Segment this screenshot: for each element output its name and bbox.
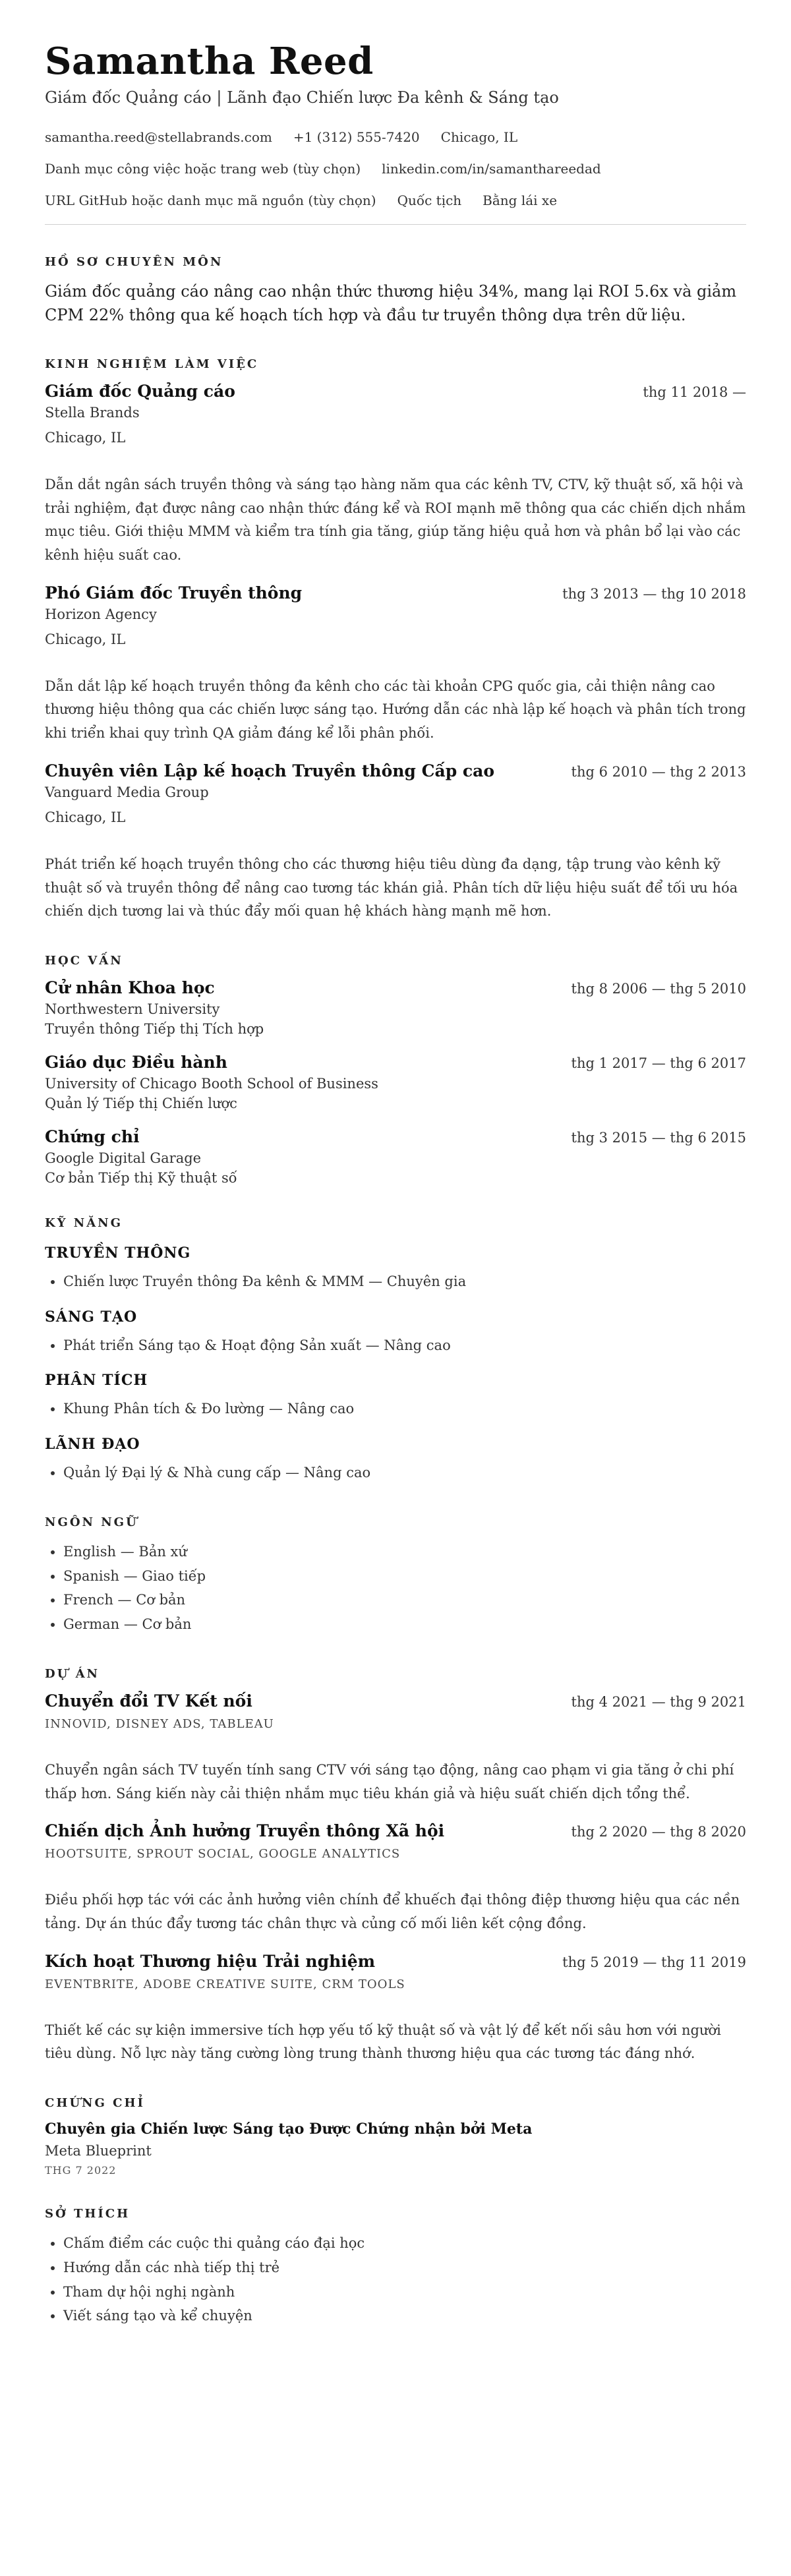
study-field: Cơ bản Tiếp thị Kỹ thuật số (45, 1169, 237, 1186)
interests-section (45, 2207, 746, 2328)
skill-list (45, 1333, 746, 1358)
job-location: Chicago, IL (45, 430, 126, 446)
linkedin-link[interactable]: linkedin.com/in/samanthareedad (382, 161, 601, 177)
experience-heading: KINH NGHIỆM LÀM VIỆC (45, 357, 259, 371)
project-dates: thg 2 2020 — thg 8 2020 (571, 1824, 746, 1840)
job-dates: thg 6 2010 — thg 2 2013 (571, 763, 746, 780)
portfolio-link[interactable]: Danh mục công việc hoặc trang web (tùy chọn) (45, 161, 361, 177)
project-entry (45, 1691, 746, 1805)
language-item: • French — Cơ bản (63, 1588, 746, 1612)
skill-list (45, 1461, 746, 1485)
contact-line-3 (45, 192, 746, 208)
language-item: • German — Cơ bản (63, 1612, 746, 1637)
job-title: Phó Giám đốc Truyền thông (45, 583, 303, 602)
job-location: Chicago, IL (45, 631, 126, 647)
job-dates: thg 3 2013 — thg 10 2018 (562, 585, 746, 602)
skill-item: • Khung Phân tích & Đo lường — Nâng cao (63, 1397, 746, 1421)
language-list (45, 1540, 746, 1637)
education-section (45, 954, 746, 1186)
language-item: • Spanish — Giao tiếp (63, 1564, 746, 1589)
license-text: Bằng lái xe (483, 192, 558, 208)
school-name: Northwestern University (45, 1001, 220, 1017)
job-dates: thg 11 2018 — (643, 384, 746, 400)
certification-issuer: Meta Blueprint (45, 2143, 152, 2159)
project-name: Chuyển đổi TV Kết nối (45, 1691, 252, 1711)
certification-date: THG 7 2022 (45, 2164, 117, 2177)
project-description: Điều phối hợp tác với các ảnh hưởng viên chính để khuếch đại thông điệp thương hiệu qua các nền tảng. Dự án thúc đẩy tương tác chân thực và củng cố mối liên kết cộng đồng. (45, 1892, 740, 1931)
interest-item: • Tham dự hội nghị ngành (63, 2280, 746, 2304)
school-name: Google Digital Garage (45, 1150, 202, 1166)
contact-line-1 (45, 129, 746, 145)
education-entry (45, 1053, 746, 1111)
company-name: Horizon Agency (45, 606, 157, 622)
project-name: Kích hoạt Thương hiệu Trải nghiệm (45, 1951, 376, 1971)
degree-title: Chứng chỉ (45, 1127, 140, 1146)
resume-header (45, 40, 746, 208)
project-entry (45, 1952, 746, 2066)
interest-list (45, 2231, 746, 2328)
project-description: Thiết kế các sự kiện immersive tích hợp yếu tố kỹ thuật số và vật lý để kết nối sâu hơn với người tiêu dùng. Nỗ lực này tăng cường lòng trung thành thương hiệu qua các tương tác đáng nhớ. (45, 2022, 721, 2062)
experience-entry (45, 382, 746, 568)
experience-entry (45, 761, 746, 923)
skill-item: • Phát triển Sáng tạo & Hoạt động Sản xuất — Nâng cao (63, 1333, 746, 1358)
education-dates: thg 3 2015 — thg 6 2015 (571, 1129, 746, 1146)
candidate-name: Samantha Reed (45, 40, 374, 83)
skill-list (45, 1270, 746, 1294)
skill-category: PHÂN TÍCH (45, 1372, 148, 1390)
nationality-text: Quốc tịch (397, 192, 462, 208)
phone-text[interactable]: +1 (312) 555-7420 (293, 129, 420, 145)
job-title: Giám đốc Quảng cáo (45, 382, 235, 401)
interest-item: • Chấm điểm các cuộc thi quảng cáo đại học (63, 2231, 746, 2256)
school-name: University of Chicago Booth School of Business (45, 1075, 378, 1092)
languages-section (45, 1515, 746, 1637)
skill-list (45, 1397, 746, 1421)
summary-section (45, 255, 746, 327)
skill-category: TRUYỀN THÔNG (45, 1244, 191, 1262)
skills-section (45, 1216, 746, 1485)
project-description: Chuyển ngân sách TV tuyến tính sang CTV với sáng tạo động, nâng cao phạm vi gia tăng ở chi phí thấp hơn. Sáng kiến này cải thiện nhắm mục tiêu khán giả và hiệu suất chiến dịch tổng thể. (45, 1761, 734, 1801)
project-tech: EVENTBRITE, ADOBE CREATIVE SUITE, CRM TOOLS (45, 1977, 405, 1991)
project-tech: INNOVID, DISNEY ADS, TABLEAU (45, 1716, 274, 1731)
skill-category: SÁNG TẠO (45, 1308, 138, 1326)
certification-name: Chuyên gia Chiến lược Sáng tạo Được Chứng nhận bởi Meta (45, 2121, 533, 2138)
project-name: Chiến dịch Ảnh hưởng Truyền thông Xã hội (45, 1821, 445, 1841)
projects-heading: DỰ ÁN (45, 1666, 100, 1681)
job-location: Chicago, IL (45, 809, 126, 825)
interest-item: • Viết sáng tạo và kể chuyện (63, 2304, 746, 2328)
header-divider (45, 224, 746, 225)
skill-item: • Quản lý Đại lý & Nhà cung cấp — Nâng cao (63, 1461, 746, 1485)
study-field: Quản lý Tiếp thị Chiến lược (45, 1095, 237, 1111)
certifications-section (45, 2096, 746, 2177)
certifications-heading: CHỨNG CHỈ (45, 2096, 145, 2110)
contact-line-2 (45, 161, 746, 177)
summary-heading: HỒ SƠ CHUYÊN MÔN (45, 255, 223, 269)
interests-heading: SỞ THÍCH (45, 2207, 131, 2221)
skill-item: • Chiến lược Truyền thông Đa kênh & MMM — Chuyên gia (63, 1270, 746, 1294)
education-entry (45, 1127, 746, 1186)
education-entry (45, 978, 746, 1037)
candidate-headline: Giám đốc Quảng cáo | Lãnh đạo Chiến lược Đa kênh & Sáng tạo (45, 88, 559, 107)
languages-heading: NGÔN NGỮ (45, 1515, 138, 1529)
experience-entry (45, 583, 746, 746)
project-dates: thg 5 2019 — thg 11 2019 (562, 1954, 746, 1970)
email-text[interactable]: samantha.reed@stellabrands.com (45, 129, 272, 145)
project-tech: HOOTSUITE, SPROUT SOCIAL, GOOGLE ANALYTICS (45, 1847, 401, 1861)
project-entry (45, 1821, 746, 1935)
summary-text: Giám đốc quảng cáo nâng cao nhận thức thương hiệu 34%, mang lại ROI 5.6x và giảm CPM 22% thông qua kế hoạch tích hợp và đầu tư truyền thông dựa trên dữ liệu. (45, 282, 737, 324)
company-name: Stella Brands (45, 405, 140, 421)
location-text: Chicago, IL (440, 129, 518, 145)
interest-item: • Hướng dẫn các nhà tiếp thị trẻ (63, 2256, 746, 2280)
degree-title: Giáo dục Điều hành (45, 1052, 227, 1072)
company-name: Vanguard Media Group (45, 784, 209, 800)
experience-section (45, 357, 746, 923)
degree-title: Cử nhân Khoa học (45, 978, 215, 997)
skill-category: LÃNH ĐẠO (45, 1436, 140, 1453)
education-dates: thg 8 2006 — thg 5 2010 (571, 980, 746, 997)
study-field: Truyền thông Tiếp thị Tích hợp (45, 1020, 264, 1037)
job-description: Dẫn dắt ngân sách truyền thông và sáng tạo hàng năm qua các kênh TV, CTV, kỹ thuật số, xã hội và trải nghiệm, đạt được nâng cao nhận thức đáng kể và ROI mạnh mẽ thông qua các chiến dịch nhắm mục tiêu. Giới thiệu MMM và kiểm tra tính gia tăng, giúp tăng hiệu quả hơn và phân bổ lại vào các kênh hiệu suất cao. (45, 477, 746, 564)
job-title: Chuyên viên Lập kế hoạch Truyền thông Cấp cao (45, 761, 494, 780)
education-heading: HỌC VẤN (45, 953, 123, 968)
project-dates: thg 4 2021 — thg 9 2021 (571, 1693, 746, 1710)
language-item: • English — Bản xứ (63, 1540, 746, 1564)
job-description: Dẫn dắt lập kế hoạch truyền thông đa kênh cho các tài khoản CPG quốc gia, cải thiện nâng cao thương hiệu thông qua các chiến lược sáng tạo. Hướng dẫn các nhà lập kế hoạch và phân tích trong khi triển khai quy trình QA giảm đáng kể lỗi phân phối. (45, 678, 746, 742)
skills-heading: KỸ NĂNG (45, 1215, 123, 1230)
education-dates: thg 1 2017 — thg 6 2017 (571, 1055, 746, 1071)
github-link[interactable]: URL GitHub hoặc danh mục mã nguồn (tùy chọn) (45, 192, 376, 208)
job-description: Phát triển kế hoạch truyền thông cho các thương hiệu tiêu dùng đa dạng, tập trung vào kênh kỹ thuật số và truyền thông để nâng cao tương tác khán giả. Phân tích dữ liệu hiệu suất để tối ưu hóa chiến dịch tương lai và thúc đẩy mối quan hệ khách hàng mạnh mẽ hơn. (45, 856, 738, 920)
projects-section (45, 1667, 746, 2066)
